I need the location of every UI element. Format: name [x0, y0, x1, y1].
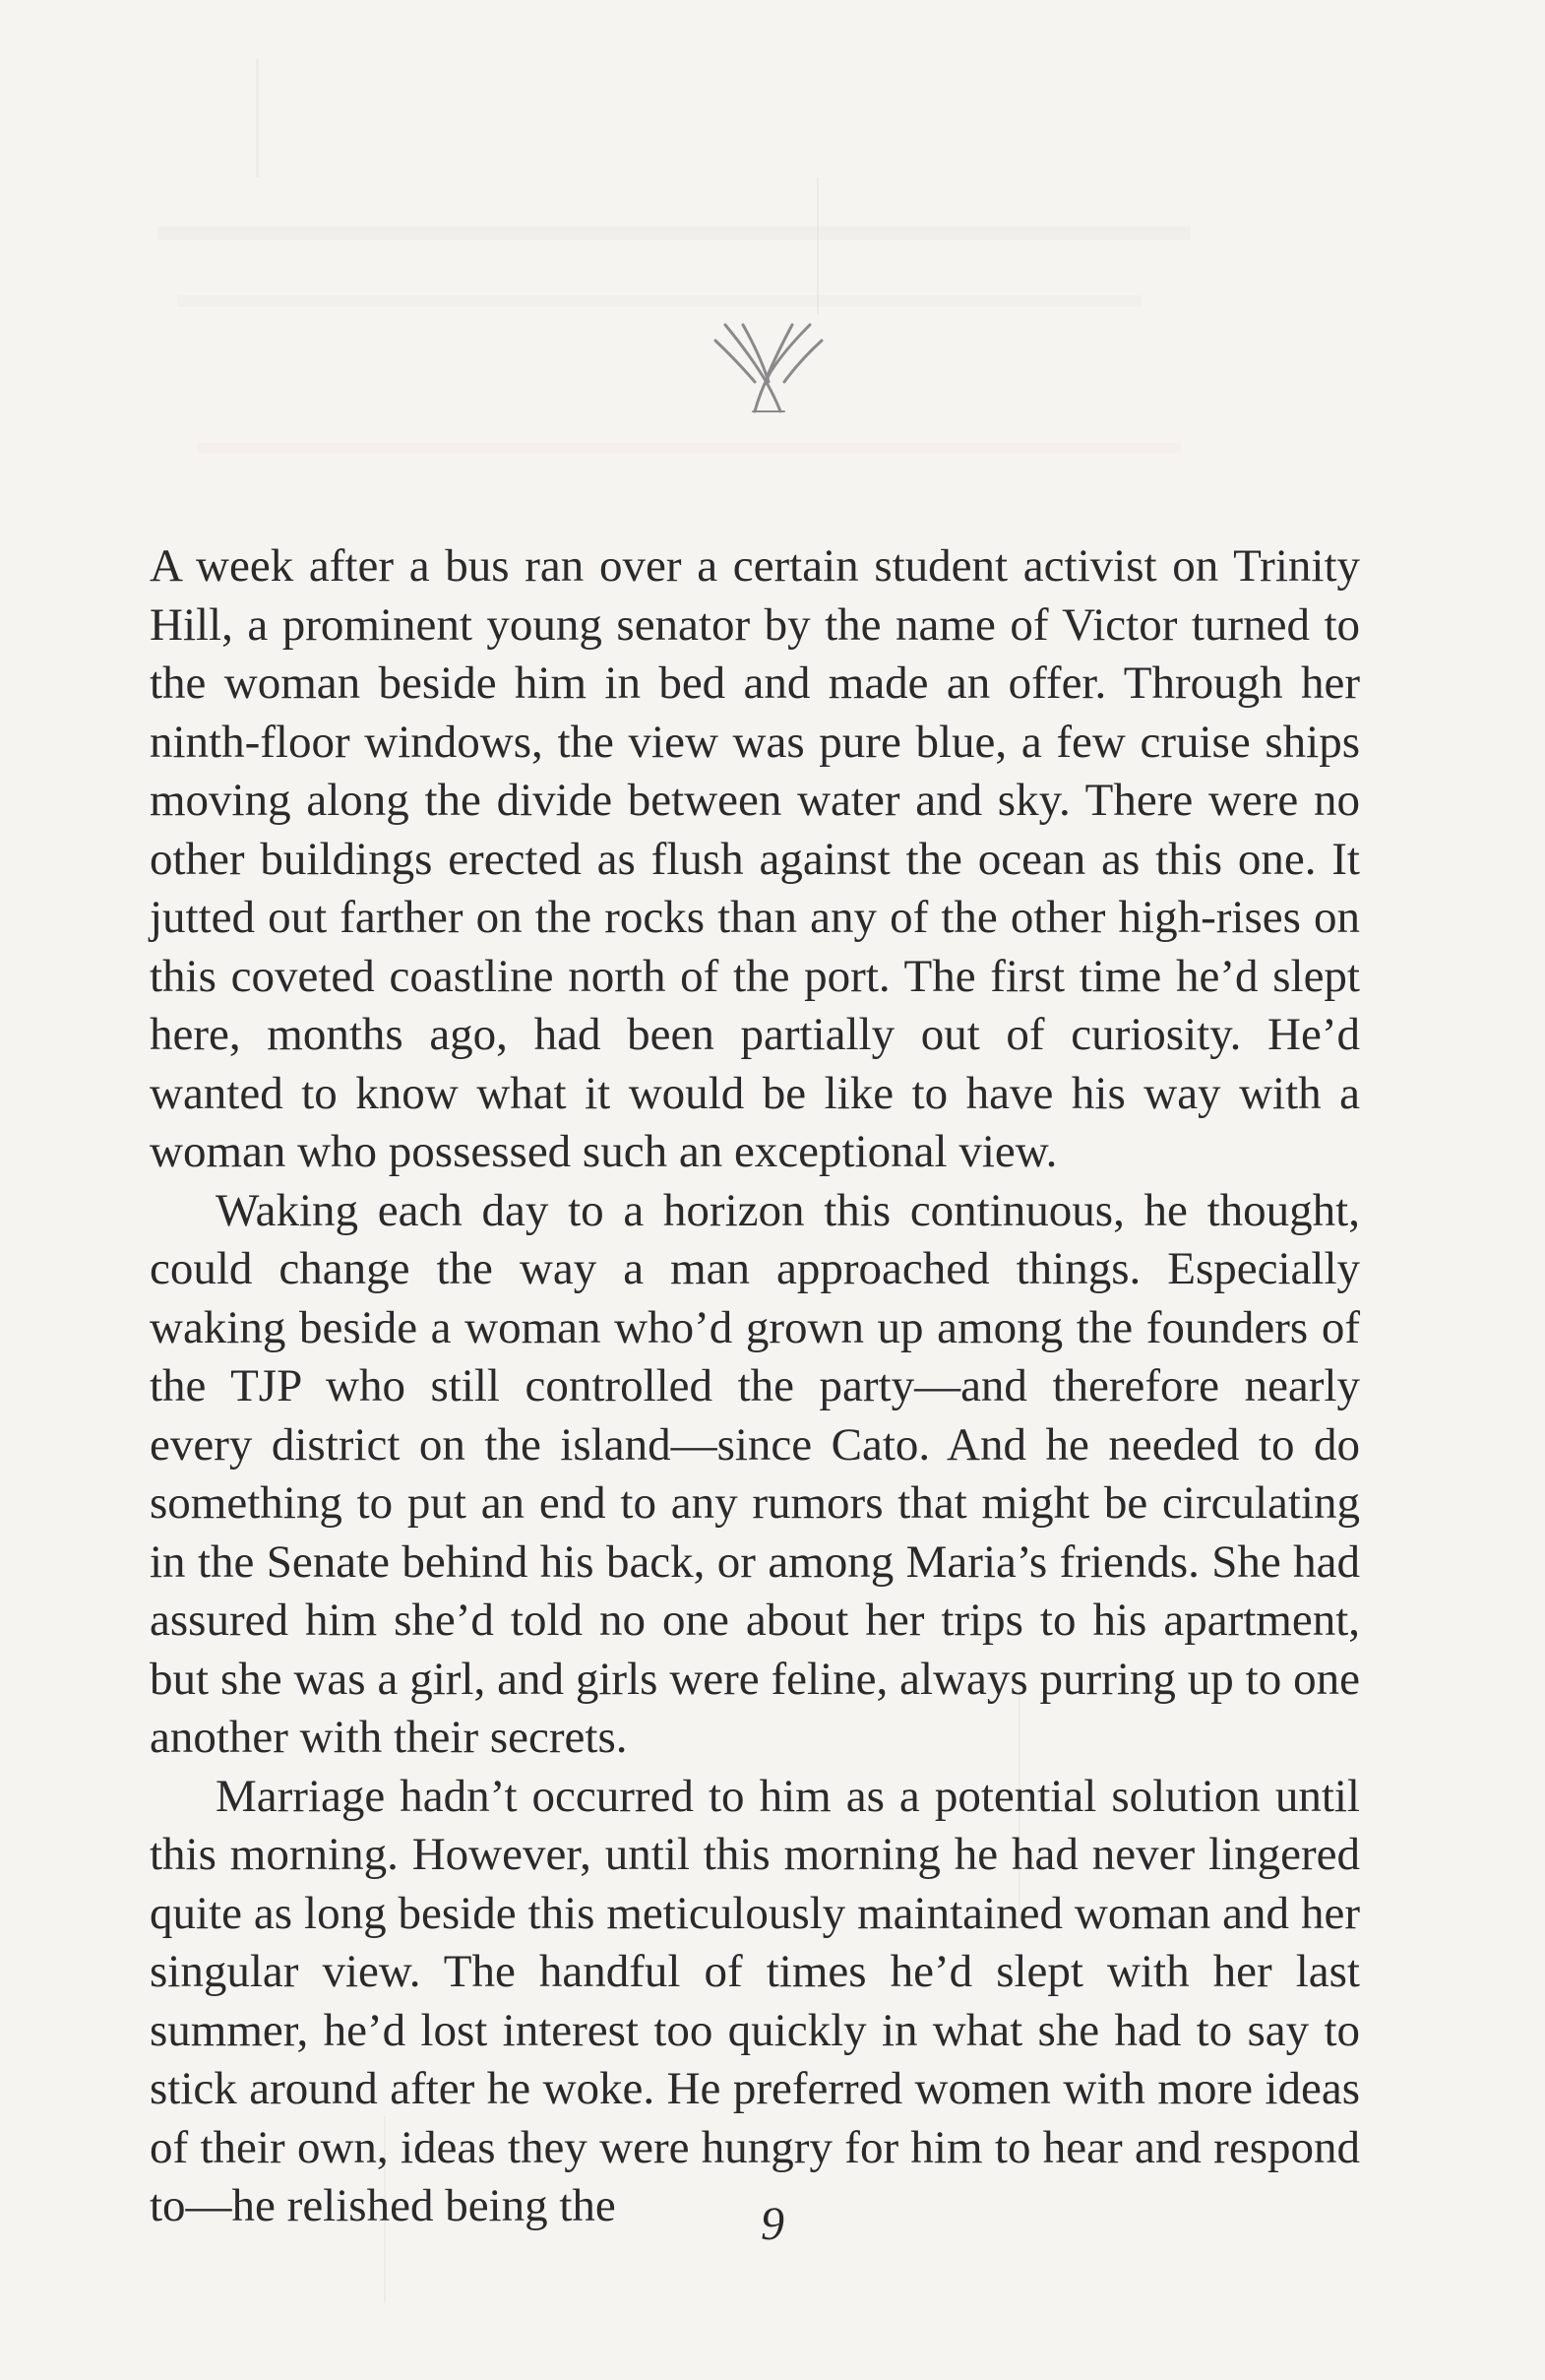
paragraph: Marriage hadn’t occurred to him as a potential solution until this morning. However, until this morning he had never lingered quite as long beside this meticulously maintained woman and her singular view. The handful of times he’d slept with her last summer, he’d lost interest too quickly in what she had to say to stick around after he woke. He preferred women with more ideas of their own, ideas they were hungry for him to hear and respond to—he relished being the	[150, 1770, 1360, 2231]
page-number: 9	[761, 2198, 784, 2250]
bleed-through-mark	[817, 177, 819, 315]
bleed-through-mark	[157, 226, 1191, 240]
body-text	[150, 537, 1360, 2236]
bleed-through-mark	[177, 295, 1142, 307]
paragraph: A week after a bus ran over a certain student activist on Trinity Hill, a prominent young senator by the name of Victor turned to the woman beside him in bed and made an offer. Through her ninth-floor windows, the view was pure blue, a few cruise ships moving along the divide between water and sky. There were no other buildings erected as flush against the ocean as this one. It jutted out farther on the rocks than any of the other high-rises on this coveted coastline north of the port. The first time he’d slept here, months ago, had been partially out of curiosity. He’d wanted to know what it would be like to have his way with a woman who possessed such an exceptional view.	[150, 540, 1360, 1177]
chapter-ornament-icon	[704, 313, 832, 421]
bleed-through-mark	[197, 443, 1181, 453]
paragraph: Waking each day to a horizon this continuous, he thought, could change the way a man approached things. Especially waking beside a woman who’d grown up among the founders of the TJP who still controlled the party—and therefore nearly every district on the island—since Cato. And he needed to do something to put an end to any rumors that might be circulating in the Senate behind his back, or among Maria’s friends. She had assured him she’d told no one about her trips to his apartment, but she was a girl, and girls were feline, always purring up to one another with their secrets.	[150, 1184, 1360, 1763]
bleed-through-mark	[256, 59, 259, 177]
